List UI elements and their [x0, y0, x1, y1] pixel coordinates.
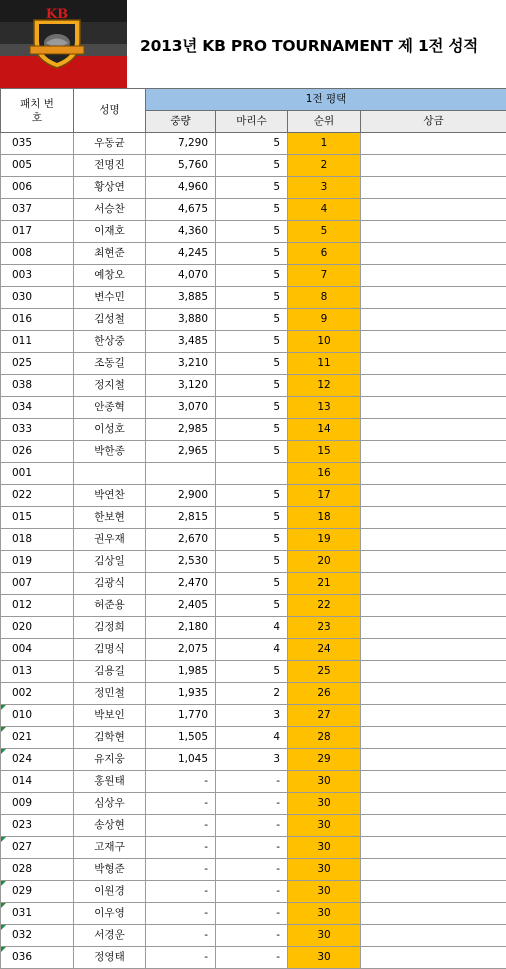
- name-cell: 김정희: [74, 617, 146, 639]
- table-row: [1, 727, 506, 749]
- prize-cell: [361, 353, 506, 375]
- weight-cell: -: [146, 837, 216, 859]
- weight-cell: 3,120: [146, 375, 216, 397]
- prize-cell: [361, 485, 506, 507]
- patch-no-cell: 035: [1, 133, 74, 155]
- prize-cell: [361, 881, 506, 903]
- count-cell: 5: [216, 309, 288, 331]
- weight-cell: 2,470: [146, 573, 216, 595]
- count-cell: 5: [216, 529, 288, 551]
- weight-cell: 2,405: [146, 595, 216, 617]
- table-row: [1, 771, 506, 793]
- rank-cell: 19: [288, 529, 361, 551]
- patch-no-cell: 034: [1, 397, 74, 419]
- table-row: [1, 683, 506, 705]
- name-cell: 이원경: [74, 881, 146, 903]
- rank-cell: 18: [288, 507, 361, 529]
- count-cell: 5: [216, 287, 288, 309]
- weight-cell: 4,675: [146, 199, 216, 221]
- patch-no-cell: 038: [1, 375, 74, 397]
- prize-cell: [361, 925, 506, 947]
- table-row: [1, 947, 506, 969]
- rank-cell: 30: [288, 793, 361, 815]
- table-row: [1, 485, 506, 507]
- prize-cell: [361, 243, 506, 265]
- prize-cell: [361, 859, 506, 881]
- count-cell: 5: [216, 485, 288, 507]
- weight-cell: 4,070: [146, 265, 216, 287]
- name-cell: 조동길: [74, 353, 146, 375]
- rank-header: 순위: [288, 111, 361, 133]
- rank-cell: 14: [288, 419, 361, 441]
- patch-no-cell: 021: [1, 727, 74, 749]
- name-cell: 안종혁: [74, 397, 146, 419]
- table-row: [1, 617, 506, 639]
- count-cell: 5: [216, 353, 288, 375]
- count-cell: 5: [216, 133, 288, 155]
- count-cell: 3: [216, 705, 288, 727]
- count-cell: -: [216, 815, 288, 837]
- patch-no-cell: 023: [1, 815, 74, 837]
- patch-no-header-label: 패치 번호: [20, 97, 54, 125]
- prize-cell: [361, 375, 506, 397]
- count-cell: 3: [216, 749, 288, 771]
- count-cell: 5: [216, 177, 288, 199]
- weight-cell: 1,935: [146, 683, 216, 705]
- rank-cell: 29: [288, 749, 361, 771]
- patch-no-cell: 008: [1, 243, 74, 265]
- patch-no-cell: 029: [1, 881, 74, 903]
- count-cell: -: [216, 793, 288, 815]
- weight-cell: 2,900: [146, 485, 216, 507]
- weight-cell: 3,070: [146, 397, 216, 419]
- weight-cell: [146, 463, 216, 485]
- count-cell: 4: [216, 639, 288, 661]
- name-cell: 정지철: [74, 375, 146, 397]
- table-row: [1, 375, 506, 397]
- patch-no-cell: 014: [1, 771, 74, 793]
- name-cell: 김학현: [74, 727, 146, 749]
- prize-cell: [361, 199, 506, 221]
- weight-cell: -: [146, 793, 216, 815]
- table-row: [1, 287, 506, 309]
- rank-cell: 30: [288, 947, 361, 969]
- weight-cell: 2,530: [146, 551, 216, 573]
- name-cell: 박보인: [74, 705, 146, 727]
- prize-cell: [361, 463, 506, 485]
- name-cell: 예창오: [74, 265, 146, 287]
- table-row: [1, 265, 506, 287]
- count-cell: -: [216, 881, 288, 903]
- rank-cell: 12: [288, 375, 361, 397]
- prize-cell: [361, 397, 506, 419]
- rank-cell: 2: [288, 155, 361, 177]
- patch-no-cell: 027: [1, 837, 74, 859]
- count-cell: 5: [216, 507, 288, 529]
- results-body: [1, 133, 506, 969]
- count-cell: 5: [216, 375, 288, 397]
- weight-cell: 1,045: [146, 749, 216, 771]
- count-cell: -: [216, 947, 288, 969]
- table-row: [1, 221, 506, 243]
- table-row: [1, 793, 506, 815]
- prize-cell: [361, 331, 506, 353]
- patch-no-cell: 037: [1, 199, 74, 221]
- table-row: [1, 133, 506, 155]
- prize-cell: [361, 155, 506, 177]
- table-row: [1, 749, 506, 771]
- name-cell: 우동균: [74, 133, 146, 155]
- prize-cell: [361, 793, 506, 815]
- prize-cell: [361, 507, 506, 529]
- weight-cell: 2,670: [146, 529, 216, 551]
- weight-cell: -: [146, 815, 216, 837]
- name-cell: 심상우: [74, 793, 146, 815]
- name-cell: 권우재: [74, 529, 146, 551]
- table-row: [1, 331, 506, 353]
- count-cell: 5: [216, 551, 288, 573]
- patch-no-cell: 028: [1, 859, 74, 881]
- rank-cell: 30: [288, 771, 361, 793]
- table-row: [1, 859, 506, 881]
- event-header: 1전 평택: [146, 89, 506, 111]
- prize-cell: [361, 617, 506, 639]
- weight-cell: -: [146, 859, 216, 881]
- name-cell: 김성철: [74, 309, 146, 331]
- rank-cell: 9: [288, 309, 361, 331]
- rank-cell: 13: [288, 397, 361, 419]
- rank-cell: 30: [288, 903, 361, 925]
- patch-no-cell: 017: [1, 221, 74, 243]
- count-cell: -: [216, 903, 288, 925]
- prize-cell: [361, 221, 506, 243]
- patch-no-cell: 026: [1, 441, 74, 463]
- count-cell: 5: [216, 441, 288, 463]
- name-cell: 유지웅: [74, 749, 146, 771]
- patch-no-cell: 011: [1, 331, 74, 353]
- rank-cell: 23: [288, 617, 361, 639]
- weight-cell: -: [146, 881, 216, 903]
- prize-cell: [361, 595, 506, 617]
- prize-cell: [361, 661, 506, 683]
- name-cell: 서경운: [74, 925, 146, 947]
- prize-cell: [361, 419, 506, 441]
- patch-no-cell: 006: [1, 177, 74, 199]
- name-cell: 허준용: [74, 595, 146, 617]
- table-row: [1, 551, 506, 573]
- table-row: [1, 705, 506, 727]
- rank-cell: 7: [288, 265, 361, 287]
- patch-no-cell: 015: [1, 507, 74, 529]
- kb-logo-icon: [28, 6, 86, 72]
- name-cell: 최현준: [74, 243, 146, 265]
- prize-cell: [361, 551, 506, 573]
- patch-no-cell: 025: [1, 353, 74, 375]
- table-row: [1, 155, 506, 177]
- header-banner: [0, 0, 506, 88]
- weight-cell: 5,760: [146, 155, 216, 177]
- weight-cell: 1,505: [146, 727, 216, 749]
- table-row: [1, 397, 506, 419]
- count-cell: 5: [216, 661, 288, 683]
- name-cell: 서승찬: [74, 199, 146, 221]
- name-cell: 한상중: [74, 331, 146, 353]
- prize-header: 상금: [361, 111, 506, 133]
- patch-no-cell: 003: [1, 265, 74, 287]
- patch-no-header: [1, 89, 74, 133]
- weight-cell: 2,075: [146, 639, 216, 661]
- name-cell: 박형준: [74, 859, 146, 881]
- table-row: [1, 419, 506, 441]
- rank-cell: 30: [288, 815, 361, 837]
- patch-no-cell: 032: [1, 925, 74, 947]
- patch-no-cell: 009: [1, 793, 74, 815]
- weight-cell: 4,960: [146, 177, 216, 199]
- prize-cell: [361, 133, 506, 155]
- table-row: [1, 573, 506, 595]
- patch-no-cell: 001: [1, 463, 74, 485]
- count-cell: -: [216, 859, 288, 881]
- prize-cell: [361, 947, 506, 969]
- patch-no-cell: 030: [1, 287, 74, 309]
- weight-cell: 1,985: [146, 661, 216, 683]
- logo-block: [0, 0, 127, 88]
- count-cell: 4: [216, 727, 288, 749]
- weight-cell: 2,180: [146, 617, 216, 639]
- rank-cell: 11: [288, 353, 361, 375]
- table-row: [1, 881, 506, 903]
- table-row: [1, 529, 506, 551]
- rank-cell: 10: [288, 331, 361, 353]
- name-cell: 한보현: [74, 507, 146, 529]
- rank-cell: 30: [288, 837, 361, 859]
- patch-no-cell: 007: [1, 573, 74, 595]
- rank-cell: 27: [288, 705, 361, 727]
- name-cell: 김광식: [74, 573, 146, 595]
- name-cell: 정민철: [74, 683, 146, 705]
- prize-cell: [361, 265, 506, 287]
- name-cell: 김명식: [74, 639, 146, 661]
- table-row: [1, 177, 506, 199]
- count-cell: [216, 463, 288, 485]
- patch-no-cell: 022: [1, 485, 74, 507]
- rank-cell: 5: [288, 221, 361, 243]
- name-cell: 전명진: [74, 155, 146, 177]
- table-row: [1, 309, 506, 331]
- prize-cell: [361, 815, 506, 837]
- name-cell: 이우영: [74, 903, 146, 925]
- count-cell: -: [216, 925, 288, 947]
- table-row: [1, 441, 506, 463]
- table-row: [1, 507, 506, 529]
- rank-cell: 24: [288, 639, 361, 661]
- weight-cell: 3,880: [146, 309, 216, 331]
- count-cell: 2: [216, 683, 288, 705]
- name-cell: 변수민: [74, 287, 146, 309]
- table-row: [1, 837, 506, 859]
- patch-no-cell: 016: [1, 309, 74, 331]
- patch-no-cell: 036: [1, 947, 74, 969]
- count-cell: 5: [216, 265, 288, 287]
- logo-text: KB: [46, 7, 68, 22]
- rank-cell: 15: [288, 441, 361, 463]
- count-cell: 5: [216, 221, 288, 243]
- patch-no-cell: 019: [1, 551, 74, 573]
- rank-cell: 21: [288, 573, 361, 595]
- count-cell: 5: [216, 331, 288, 353]
- prize-cell: [361, 177, 506, 199]
- prize-cell: [361, 287, 506, 309]
- rank-cell: 16: [288, 463, 361, 485]
- patch-no-cell: 031: [1, 903, 74, 925]
- weight-cell: 3,210: [146, 353, 216, 375]
- table-row: [1, 595, 506, 617]
- name-cell: 박한종: [74, 441, 146, 463]
- weight-cell: 3,485: [146, 331, 216, 353]
- table-row: [1, 243, 506, 265]
- name-cell: 정영태: [74, 947, 146, 969]
- weight-cell: 4,245: [146, 243, 216, 265]
- name-cell: 박연찬: [74, 485, 146, 507]
- patch-no-cell: 013: [1, 661, 74, 683]
- count-cell: 5: [216, 595, 288, 617]
- prize-cell: [361, 903, 506, 925]
- weight-cell: 2,985: [146, 419, 216, 441]
- name-cell: 김용길: [74, 661, 146, 683]
- name-cell: 홍원태: [74, 771, 146, 793]
- weight-header: 중량: [146, 111, 216, 133]
- count-header: 마리수: [216, 111, 288, 133]
- count-cell: 5: [216, 397, 288, 419]
- patch-no-cell: 012: [1, 595, 74, 617]
- weight-cell: 2,815: [146, 507, 216, 529]
- name-cell: 고재구: [74, 837, 146, 859]
- table-row: [1, 199, 506, 221]
- prize-cell: [361, 529, 506, 551]
- count-cell: 5: [216, 419, 288, 441]
- table-row: [1, 925, 506, 947]
- weight-cell: 2,965: [146, 441, 216, 463]
- weight-cell: -: [146, 947, 216, 969]
- rank-cell: 30: [288, 925, 361, 947]
- count-cell: 4: [216, 617, 288, 639]
- weight-cell: 3,885: [146, 287, 216, 309]
- page-title: 2013년 KB PRO TOURNAMENT 제 1전 성적: [140, 34, 478, 56]
- name-cell: [74, 463, 146, 485]
- weight-cell: -: [146, 903, 216, 925]
- prize-cell: [361, 727, 506, 749]
- name-cell: 황상연: [74, 177, 146, 199]
- rank-cell: 26: [288, 683, 361, 705]
- weight-cell: 7,290: [146, 133, 216, 155]
- patch-no-cell: 002: [1, 683, 74, 705]
- table-row: [1, 903, 506, 925]
- patch-no-cell: 005: [1, 155, 74, 177]
- weight-cell: 4,360: [146, 221, 216, 243]
- rank-cell: 25: [288, 661, 361, 683]
- count-cell: 5: [216, 573, 288, 595]
- rank-cell: 22: [288, 595, 361, 617]
- prize-cell: [361, 309, 506, 331]
- weight-cell: -: [146, 925, 216, 947]
- rank-cell: 3: [288, 177, 361, 199]
- table-row: [1, 353, 506, 375]
- table-row: [1, 661, 506, 683]
- name-header: 성명: [74, 89, 146, 133]
- rank-cell: 17: [288, 485, 361, 507]
- rank-cell: 6: [288, 243, 361, 265]
- prize-cell: [361, 683, 506, 705]
- prize-cell: [361, 441, 506, 463]
- rank-cell: 30: [288, 859, 361, 881]
- weight-cell: -: [146, 771, 216, 793]
- rank-cell: 1: [288, 133, 361, 155]
- patch-no-cell: 010: [1, 705, 74, 727]
- rank-cell: 8: [288, 287, 361, 309]
- count-cell: -: [216, 837, 288, 859]
- rank-cell: 30: [288, 881, 361, 903]
- rank-cell: 28: [288, 727, 361, 749]
- patch-no-cell: 024: [1, 749, 74, 771]
- name-cell: 김상일: [74, 551, 146, 573]
- patch-no-cell: 018: [1, 529, 74, 551]
- table-row: [1, 815, 506, 837]
- patch-no-cell: 033: [1, 419, 74, 441]
- count-cell: 5: [216, 243, 288, 265]
- rank-cell: 4: [288, 199, 361, 221]
- count-cell: 5: [216, 199, 288, 221]
- name-cell: 이재호: [74, 221, 146, 243]
- prize-cell: [361, 705, 506, 727]
- table-row: [1, 639, 506, 661]
- patch-no-cell: 004: [1, 639, 74, 661]
- name-cell: 이성호: [74, 419, 146, 441]
- count-cell: 5: [216, 155, 288, 177]
- prize-cell: [361, 771, 506, 793]
- table-row: [1, 463, 506, 485]
- prize-cell: [361, 749, 506, 771]
- name-cell: 송상현: [74, 815, 146, 837]
- results-table: [0, 88, 506, 969]
- patch-no-cell: 020: [1, 617, 74, 639]
- count-cell: -: [216, 771, 288, 793]
- prize-cell: [361, 837, 506, 859]
- prize-cell: [361, 639, 506, 661]
- rank-cell: 20: [288, 551, 361, 573]
- weight-cell: 1,770: [146, 705, 216, 727]
- prize-cell: [361, 573, 506, 595]
